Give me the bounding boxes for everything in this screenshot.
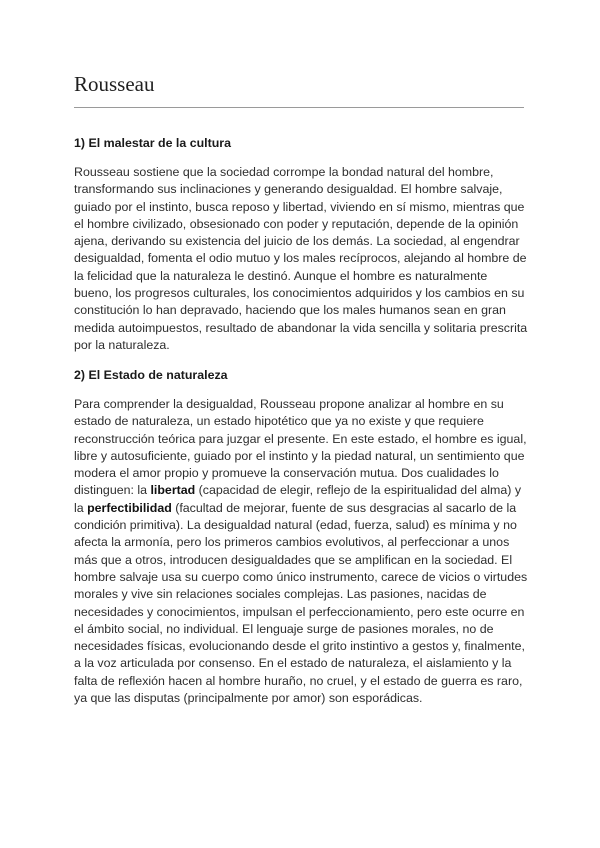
- section-heading: 1) El malestar de la cultura: [74, 136, 232, 150]
- paragraph-text: (capacidad de elegir, reflejo de la espiritualidad del alma) y la: [74, 483, 522, 515]
- section-paragraph: Rousseau sostiene que la sociedad corrompe la bondad natural del hombre, transformando sus inclinaciones y generando desigualdad. El hombre salvaje, guiado por el instinto, busca reposo y libertad, viviendo en sí mismo, mientras que el hombre civilizado, obsesionado con poder y reputación, depende de la opinión ajena, derivando su existencia del juicio de los demás. La sociedad, al engendrar desigualdad, fomenta el odio mutuo y los males recíprocos, alejando al hombre de la felicidad que la naturaleza le destinó. Aunque el hombre es naturalmente bueno, los progresos culturales, los conocimientos adquiridos y los cambios en su constitución lo han depravado, haciendo que los males humanos sean en gran medida autoimpuestos, resultado de abandonar la vida sencilla y solitaria prescrita por la naturaleza.: [74, 165, 528, 352]
- paragraph-text: Para comprender la desigualdad, Rousseau propone analizar al hombre en su estado de naturaleza, un estado hipotético que ya no existe y que requiere reconstrucción teórica para juzgar el presente. En este estado, el hombre es igual, libre y autosuficiente, guiado por el instinto y la piedad natural, un sentimiento que modera el amor propio y promueve la conservación mutua. Dos cualidades lo distinguen: la: [74, 397, 527, 498]
- title-divider: [74, 107, 524, 108]
- paragraph-text: (facultad de mejorar, fuente de sus desgracias al sacarlo de la condición primitiva). La desigualdad natural (edad, fuerza, salud) es mínima y no afecta la armonía, pero los primeros cambios evolutivos, al perfeccionar a unos más que a otros, introducen desigualdades que se amplifican en la sociedad. El hombre salvaje usa su cuerpo como único instrumento, carece de vicios o virtudes morales y vive sin relaciones sociales complejas. Las pasiones, nacidas de necesidades y conocimientos, impulsan el perfeccionamiento, pero este ocurre en el ámbito social, no individual. El lenguaje surge de pasiones morales, no de necesidades físicas, evolucionando desde el grito instintivo a gestos y, finalmente, a la voz articulada por consenso. En el estado de naturaleza, el aislamiento y la falta de reflexión hacen al hombre huraño, no cruel, y el estado de guerra es raro, ya que las disputas (principalmente por amor) son esporádicas.: [74, 500, 528, 706]
- term-perfectibilidad: perfectibilidad: [87, 500, 172, 515]
- term-libertad: libertad: [150, 483, 196, 498]
- document-title: Rousseau: [74, 72, 155, 96]
- section-malestar-cultura: [74, 134, 528, 354]
- section-heading: 2) El Estado de naturaleza: [74, 368, 228, 382]
- section-estado-naturaleza: [74, 366, 528, 707]
- section-paragraph: [74, 396, 528, 707]
